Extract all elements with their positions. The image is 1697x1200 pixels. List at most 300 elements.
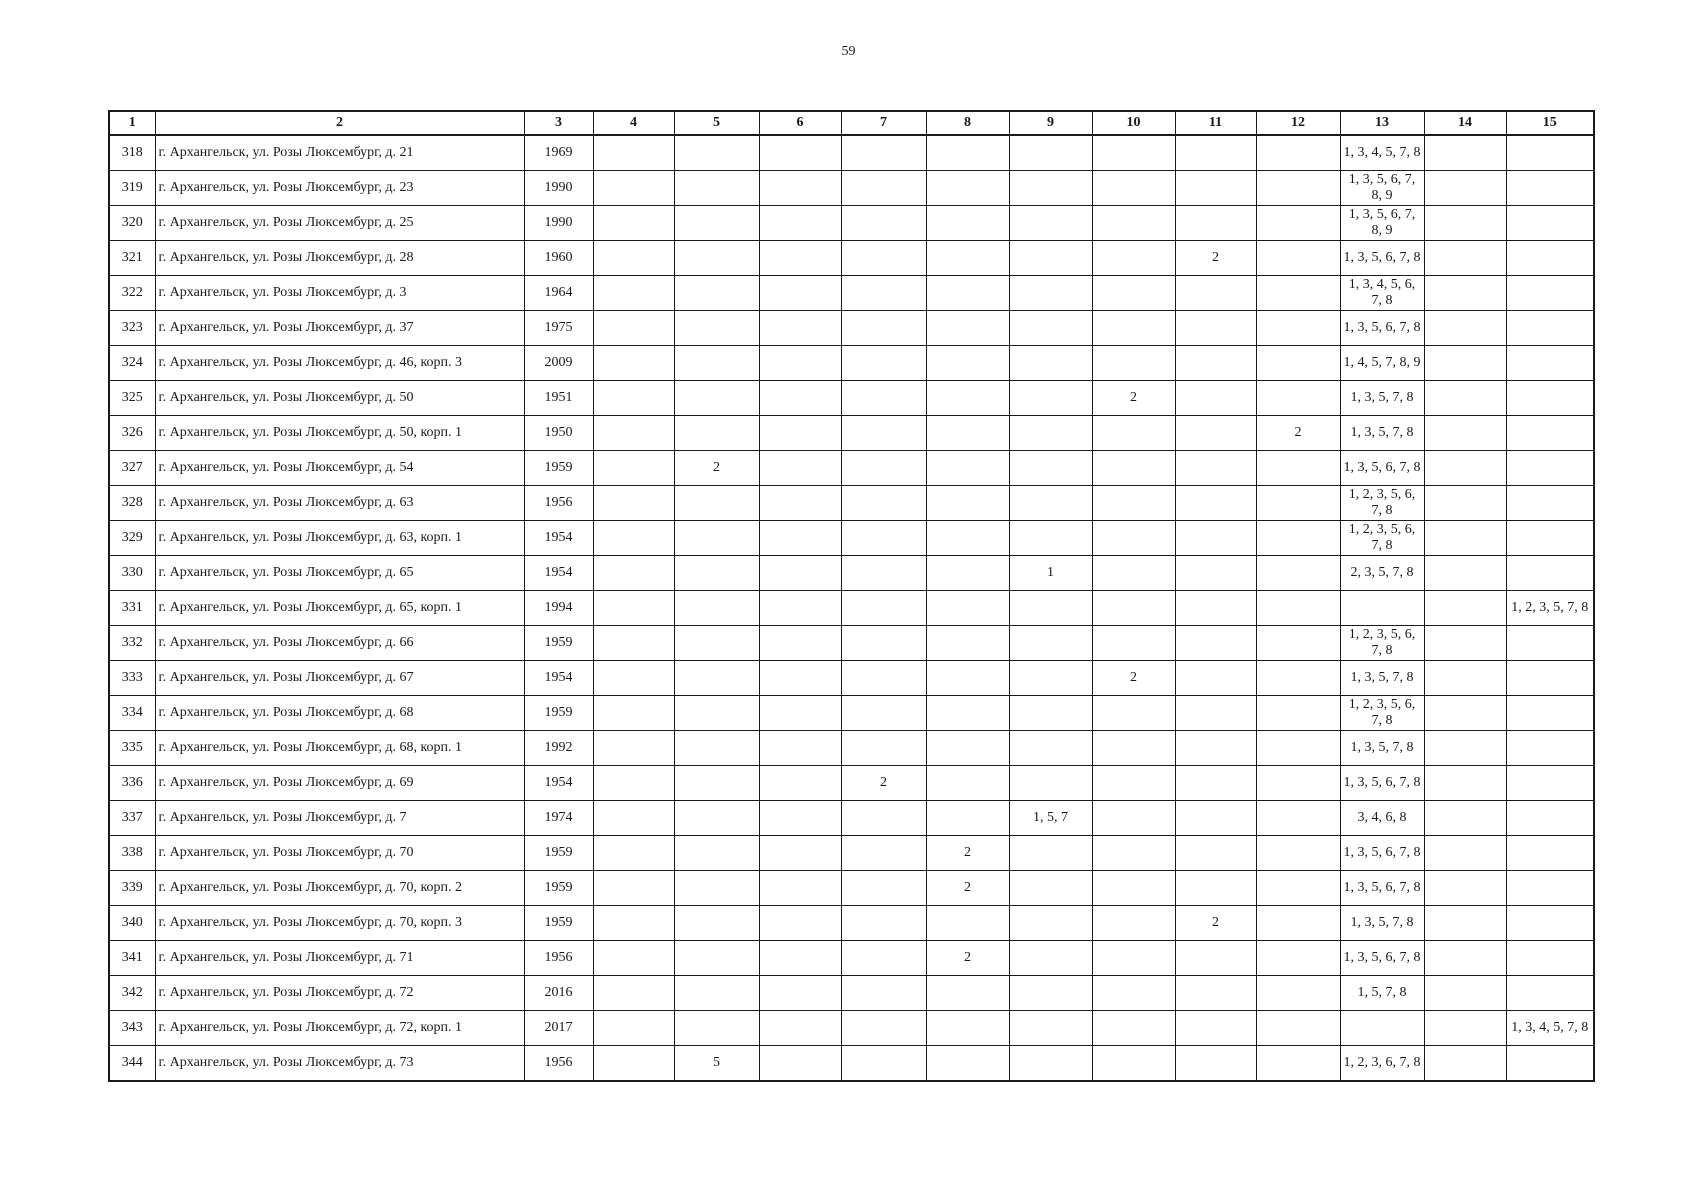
table-row bbox=[109, 801, 1594, 836]
column-13-cell: 1, 2, 3, 5, 6, 7, 8 bbox=[1340, 626, 1424, 661]
column-5-cell: 2 bbox=[674, 451, 759, 486]
column-10-cell bbox=[1092, 731, 1175, 766]
column-11-cell bbox=[1175, 1046, 1256, 1082]
column-7-cell bbox=[841, 626, 926, 661]
column-4-cell bbox=[593, 1046, 674, 1082]
column-12-cell bbox=[1256, 1011, 1340, 1046]
column-7-cell bbox=[841, 661, 926, 696]
column-11-cell bbox=[1175, 626, 1256, 661]
row-number-cell: 339 bbox=[109, 871, 155, 906]
column-11-cell bbox=[1175, 591, 1256, 626]
column-12-cell bbox=[1256, 766, 1340, 801]
column-6-cell bbox=[759, 941, 841, 976]
column-8-cell bbox=[926, 626, 1009, 661]
table-row bbox=[109, 976, 1594, 1011]
column-6-cell bbox=[759, 766, 841, 801]
column-6-cell bbox=[759, 135, 841, 171]
year-cell: 1956 bbox=[524, 486, 593, 521]
column-9-cell bbox=[1009, 976, 1092, 1011]
row-number-cell: 320 bbox=[109, 206, 155, 241]
column-15-cell bbox=[1506, 135, 1594, 171]
column-header-9: 9 bbox=[1009, 111, 1092, 135]
row-number-cell: 342 bbox=[109, 976, 155, 1011]
column-4-cell bbox=[593, 731, 674, 766]
column-9-cell bbox=[1009, 135, 1092, 171]
column-4-cell bbox=[593, 626, 674, 661]
year-cell: 1959 bbox=[524, 451, 593, 486]
column-5-cell bbox=[674, 171, 759, 206]
address-cell: г. Архангельск, ул. Розы Люксембург, д. 69 bbox=[155, 766, 524, 801]
address-cell: г. Архангельск, ул. Розы Люксембург, д. 65, корп. 1 bbox=[155, 591, 524, 626]
year-cell: 1959 bbox=[524, 696, 593, 731]
column-14-cell bbox=[1424, 626, 1506, 661]
row-number-cell: 322 bbox=[109, 276, 155, 311]
column-header-13: 13 bbox=[1340, 111, 1424, 135]
table-body bbox=[109, 135, 1594, 1081]
housing-table bbox=[108, 110, 1595, 1082]
column-10-cell bbox=[1092, 626, 1175, 661]
row-number-cell: 340 bbox=[109, 906, 155, 941]
table-row bbox=[109, 206, 1594, 241]
column-8-cell bbox=[926, 486, 1009, 521]
column-14-cell bbox=[1424, 941, 1506, 976]
column-8-cell bbox=[926, 1011, 1009, 1046]
column-15-cell bbox=[1506, 276, 1594, 311]
column-6-cell bbox=[759, 276, 841, 311]
column-6-cell bbox=[759, 241, 841, 276]
column-4-cell bbox=[593, 661, 674, 696]
column-7-cell bbox=[841, 416, 926, 451]
address-cell: г. Архангельск, ул. Розы Люксембург, д. 63 bbox=[155, 486, 524, 521]
column-7-cell bbox=[841, 976, 926, 1011]
table-row bbox=[109, 556, 1594, 591]
row-number-cell: 333 bbox=[109, 661, 155, 696]
column-13-cell: 1, 4, 5, 7, 8, 9 bbox=[1340, 346, 1424, 381]
column-6-cell bbox=[759, 451, 841, 486]
address-cell: г. Архангельск, ул. Розы Люксембург, д. 37 bbox=[155, 311, 524, 346]
column-13-cell: 2, 3, 5, 7, 8 bbox=[1340, 556, 1424, 591]
column-8-cell bbox=[926, 135, 1009, 171]
column-11-cell bbox=[1175, 556, 1256, 591]
column-15-cell bbox=[1506, 906, 1594, 941]
column-5-cell bbox=[674, 381, 759, 416]
column-12-cell bbox=[1256, 241, 1340, 276]
column-14-cell bbox=[1424, 416, 1506, 451]
row-number-cell: 335 bbox=[109, 731, 155, 766]
column-header-3: 3 bbox=[524, 111, 593, 135]
year-cell: 1954 bbox=[524, 521, 593, 556]
address-cell: г. Архангельск, ул. Розы Люксембург, д. 70, корп. 2 bbox=[155, 871, 524, 906]
column-7-cell bbox=[841, 906, 926, 941]
table-row bbox=[109, 906, 1594, 941]
column-7-cell bbox=[841, 556, 926, 591]
year-cell: 1956 bbox=[524, 941, 593, 976]
column-7-cell bbox=[841, 346, 926, 381]
column-5-cell bbox=[674, 871, 759, 906]
column-6-cell bbox=[759, 311, 841, 346]
column-13-cell bbox=[1340, 591, 1424, 626]
column-5-cell bbox=[674, 521, 759, 556]
address-cell: г. Архангельск, ул. Розы Люксембург, д. 68, корп. 1 bbox=[155, 731, 524, 766]
column-7-cell bbox=[841, 871, 926, 906]
column-11-cell bbox=[1175, 766, 1256, 801]
column-6-cell bbox=[759, 836, 841, 871]
column-6-cell bbox=[759, 871, 841, 906]
column-14-cell bbox=[1424, 311, 1506, 346]
column-9-cell bbox=[1009, 1011, 1092, 1046]
column-10-cell bbox=[1092, 416, 1175, 451]
column-5-cell bbox=[674, 591, 759, 626]
column-4-cell bbox=[593, 521, 674, 556]
column-15-cell bbox=[1506, 731, 1594, 766]
column-9-cell: 1, 5, 7 bbox=[1009, 801, 1092, 836]
table-row bbox=[109, 171, 1594, 206]
row-number-cell: 334 bbox=[109, 696, 155, 731]
address-cell: г. Архангельск, ул. Розы Люксембург, д. 50, корп. 1 bbox=[155, 416, 524, 451]
row-number-cell: 325 bbox=[109, 381, 155, 416]
column-13-cell: 1, 2, 3, 5, 6, 7, 8 bbox=[1340, 521, 1424, 556]
column-6-cell bbox=[759, 661, 841, 696]
column-14-cell bbox=[1424, 766, 1506, 801]
column-7-cell bbox=[841, 451, 926, 486]
column-4-cell bbox=[593, 276, 674, 311]
column-12-cell bbox=[1256, 135, 1340, 171]
address-cell: г. Архангельск, ул. Розы Люксембург, д. 70, корп. 3 bbox=[155, 906, 524, 941]
column-14-cell bbox=[1424, 731, 1506, 766]
column-15-cell bbox=[1506, 241, 1594, 276]
column-10-cell bbox=[1092, 836, 1175, 871]
column-12-cell: 2 bbox=[1256, 416, 1340, 451]
table-row bbox=[109, 1046, 1594, 1082]
column-5-cell bbox=[674, 906, 759, 941]
column-14-cell bbox=[1424, 486, 1506, 521]
column-6-cell bbox=[759, 906, 841, 941]
column-13-cell: 1, 3, 5, 7, 8 bbox=[1340, 416, 1424, 451]
column-13-cell: 1, 3, 5, 7, 8 bbox=[1340, 661, 1424, 696]
column-11-cell bbox=[1175, 976, 1256, 1011]
column-11-cell bbox=[1175, 311, 1256, 346]
column-9-cell bbox=[1009, 416, 1092, 451]
column-8-cell bbox=[926, 556, 1009, 591]
column-8-cell: 2 bbox=[926, 871, 1009, 906]
column-9-cell bbox=[1009, 206, 1092, 241]
column-11-cell bbox=[1175, 451, 1256, 486]
column-12-cell bbox=[1256, 906, 1340, 941]
column-9-cell bbox=[1009, 486, 1092, 521]
column-6-cell bbox=[759, 206, 841, 241]
column-8-cell bbox=[926, 801, 1009, 836]
column-7-cell bbox=[841, 486, 926, 521]
column-8-cell bbox=[926, 241, 1009, 276]
table-row bbox=[109, 241, 1594, 276]
row-number-cell: 336 bbox=[109, 766, 155, 801]
column-10-cell bbox=[1092, 591, 1175, 626]
column-11-cell bbox=[1175, 871, 1256, 906]
column-9-cell bbox=[1009, 171, 1092, 206]
column-13-cell: 1, 3, 4, 5, 6, 7, 8 bbox=[1340, 276, 1424, 311]
column-10-cell bbox=[1092, 556, 1175, 591]
column-11-cell bbox=[1175, 836, 1256, 871]
column-9-cell bbox=[1009, 871, 1092, 906]
column-13-cell: 1, 2, 3, 5, 6, 7, 8 bbox=[1340, 486, 1424, 521]
column-15-cell bbox=[1506, 416, 1594, 451]
column-12-cell bbox=[1256, 696, 1340, 731]
column-10-cell: 2 bbox=[1092, 661, 1175, 696]
column-9-cell bbox=[1009, 731, 1092, 766]
column-15-cell bbox=[1506, 766, 1594, 801]
column-5-cell bbox=[674, 836, 759, 871]
column-5-cell: 5 bbox=[674, 1046, 759, 1082]
column-header-7: 7 bbox=[841, 111, 926, 135]
column-7-cell bbox=[841, 276, 926, 311]
table-row bbox=[109, 276, 1594, 311]
table-row bbox=[109, 696, 1594, 731]
column-14-cell bbox=[1424, 801, 1506, 836]
year-cell: 2016 bbox=[524, 976, 593, 1011]
column-6-cell bbox=[759, 731, 841, 766]
column-13-cell: 1, 3, 5, 6, 7, 8 bbox=[1340, 241, 1424, 276]
column-10-cell bbox=[1092, 276, 1175, 311]
column-15-cell bbox=[1506, 381, 1594, 416]
column-8-cell: 2 bbox=[926, 836, 1009, 871]
column-11-cell bbox=[1175, 381, 1256, 416]
year-cell: 1974 bbox=[524, 801, 593, 836]
row-number-cell: 341 bbox=[109, 941, 155, 976]
column-7-cell bbox=[841, 311, 926, 346]
column-8-cell bbox=[926, 346, 1009, 381]
address-cell: г. Архангельск, ул. Розы Люксембург, д. 21 bbox=[155, 135, 524, 171]
column-7-cell bbox=[841, 171, 926, 206]
row-number-cell: 329 bbox=[109, 521, 155, 556]
table-row bbox=[109, 521, 1594, 556]
column-7-cell bbox=[841, 1046, 926, 1082]
column-15-cell bbox=[1506, 696, 1594, 731]
column-5-cell bbox=[674, 626, 759, 661]
address-cell: г. Архангельск, ул. Розы Люксембург, д. 7 bbox=[155, 801, 524, 836]
column-10-cell bbox=[1092, 521, 1175, 556]
column-14-cell bbox=[1424, 906, 1506, 941]
column-12-cell bbox=[1256, 941, 1340, 976]
table-row bbox=[109, 766, 1594, 801]
column-4-cell bbox=[593, 486, 674, 521]
address-cell: г. Архангельск, ул. Розы Люксембург, д. 63, корп. 1 bbox=[155, 521, 524, 556]
column-5-cell bbox=[674, 556, 759, 591]
column-11-cell bbox=[1175, 1011, 1256, 1046]
column-7-cell: 2 bbox=[841, 766, 926, 801]
column-13-cell bbox=[1340, 1011, 1424, 1046]
table-row bbox=[109, 486, 1594, 521]
column-header-12: 12 bbox=[1256, 111, 1340, 135]
row-number-cell: 343 bbox=[109, 1011, 155, 1046]
column-4-cell bbox=[593, 906, 674, 941]
address-cell: г. Архангельск, ул. Розы Люксембург, д. 46, корп. 3 bbox=[155, 346, 524, 381]
column-8-cell bbox=[926, 591, 1009, 626]
column-15-cell bbox=[1506, 801, 1594, 836]
column-15-cell bbox=[1506, 661, 1594, 696]
column-7-cell bbox=[841, 206, 926, 241]
column-6-cell bbox=[759, 626, 841, 661]
column-12-cell bbox=[1256, 451, 1340, 486]
column-13-cell: 1, 2, 3, 6, 7, 8 bbox=[1340, 1046, 1424, 1082]
address-cell: г. Архангельск, ул. Розы Люксембург, д. 25 bbox=[155, 206, 524, 241]
column-11-cell bbox=[1175, 521, 1256, 556]
column-8-cell bbox=[926, 416, 1009, 451]
table-row bbox=[109, 661, 1594, 696]
address-cell: г. Архангельск, ул. Розы Люксембург, д. 72 bbox=[155, 976, 524, 1011]
column-10-cell bbox=[1092, 801, 1175, 836]
column-10-cell bbox=[1092, 1046, 1175, 1082]
year-cell: 1959 bbox=[524, 836, 593, 871]
column-12-cell bbox=[1256, 276, 1340, 311]
column-10-cell bbox=[1092, 906, 1175, 941]
address-cell: г. Архангельск, ул. Розы Люксембург, д. 73 bbox=[155, 1046, 524, 1082]
column-header-5: 5 bbox=[674, 111, 759, 135]
column-14-cell bbox=[1424, 1011, 1506, 1046]
column-5-cell bbox=[674, 1011, 759, 1046]
column-13-cell: 1, 5, 7, 8 bbox=[1340, 976, 1424, 1011]
year-cell: 1954 bbox=[524, 766, 593, 801]
column-12-cell bbox=[1256, 171, 1340, 206]
column-14-cell bbox=[1424, 171, 1506, 206]
column-14-cell bbox=[1424, 976, 1506, 1011]
column-9-cell bbox=[1009, 311, 1092, 346]
column-4-cell bbox=[593, 311, 674, 346]
column-12-cell bbox=[1256, 486, 1340, 521]
column-10-cell: 2 bbox=[1092, 381, 1175, 416]
column-10-cell bbox=[1092, 206, 1175, 241]
row-number-cell: 319 bbox=[109, 171, 155, 206]
column-11-cell bbox=[1175, 696, 1256, 731]
column-6-cell bbox=[759, 801, 841, 836]
column-9-cell bbox=[1009, 626, 1092, 661]
year-cell: 1960 bbox=[524, 241, 593, 276]
column-15-cell bbox=[1506, 871, 1594, 906]
column-9-cell bbox=[1009, 346, 1092, 381]
column-9-cell bbox=[1009, 276, 1092, 311]
address-cell: г. Архангельск, ул. Розы Люксембург, д. 65 bbox=[155, 556, 524, 591]
table-row bbox=[109, 731, 1594, 766]
column-4-cell bbox=[593, 976, 674, 1011]
row-number-cell: 327 bbox=[109, 451, 155, 486]
column-13-cell: 1, 3, 5, 6, 7, 8 bbox=[1340, 941, 1424, 976]
row-number-cell: 338 bbox=[109, 836, 155, 871]
column-7-cell bbox=[841, 381, 926, 416]
column-14-cell bbox=[1424, 661, 1506, 696]
column-9-cell bbox=[1009, 766, 1092, 801]
address-cell: г. Архангельск, ул. Розы Люксембург, д. 3 bbox=[155, 276, 524, 311]
column-13-cell: 1, 3, 5, 7, 8 bbox=[1340, 381, 1424, 416]
page-number: 59 bbox=[841, 44, 856, 59]
row-number-cell: 324 bbox=[109, 346, 155, 381]
table-row bbox=[109, 451, 1594, 486]
column-header-10: 10 bbox=[1092, 111, 1175, 135]
address-cell: г. Архангельск, ул. Розы Люксембург, д. 28 bbox=[155, 241, 524, 276]
column-13-cell: 1, 3, 5, 7, 8 bbox=[1340, 906, 1424, 941]
table-row bbox=[109, 311, 1594, 346]
table-row bbox=[109, 1011, 1594, 1046]
column-15-cell bbox=[1506, 941, 1594, 976]
column-8-cell bbox=[926, 206, 1009, 241]
column-4-cell bbox=[593, 591, 674, 626]
column-12-cell bbox=[1256, 731, 1340, 766]
column-12-cell bbox=[1256, 521, 1340, 556]
column-9-cell bbox=[1009, 591, 1092, 626]
column-9-cell bbox=[1009, 696, 1092, 731]
column-4-cell bbox=[593, 381, 674, 416]
row-number-cell: 318 bbox=[109, 135, 155, 171]
year-cell: 1964 bbox=[524, 276, 593, 311]
column-15-cell bbox=[1506, 1046, 1594, 1082]
address-cell: г. Архангельск, ул. Розы Люксембург, д. 23 bbox=[155, 171, 524, 206]
year-cell: 1969 bbox=[524, 135, 593, 171]
year-cell: 1950 bbox=[524, 416, 593, 451]
column-5-cell bbox=[674, 696, 759, 731]
column-11-cell bbox=[1175, 661, 1256, 696]
address-cell: г. Архангельск, ул. Розы Люксембург, д. 50 bbox=[155, 381, 524, 416]
column-4-cell bbox=[593, 241, 674, 276]
column-10-cell bbox=[1092, 976, 1175, 1011]
column-11-cell bbox=[1175, 135, 1256, 171]
column-14-cell bbox=[1424, 871, 1506, 906]
column-13-cell: 3, 4, 6, 8 bbox=[1340, 801, 1424, 836]
column-11-cell: 2 bbox=[1175, 906, 1256, 941]
year-cell: 1959 bbox=[524, 906, 593, 941]
column-10-cell bbox=[1092, 941, 1175, 976]
column-15-cell: 1, 2, 3, 5, 7, 8 bbox=[1506, 591, 1594, 626]
column-5-cell bbox=[674, 976, 759, 1011]
column-14-cell bbox=[1424, 241, 1506, 276]
column-9-cell bbox=[1009, 661, 1092, 696]
column-11-cell bbox=[1175, 486, 1256, 521]
column-6-cell bbox=[759, 521, 841, 556]
row-number-cell: 326 bbox=[109, 416, 155, 451]
column-13-cell: 1, 3, 5, 6, 7, 8, 9 bbox=[1340, 206, 1424, 241]
column-8-cell bbox=[926, 731, 1009, 766]
column-13-cell: 1, 3, 5, 6, 7, 8 bbox=[1340, 451, 1424, 486]
column-11-cell bbox=[1175, 206, 1256, 241]
address-cell: г. Архангельск, ул. Розы Люксембург, д. 67 bbox=[155, 661, 524, 696]
column-14-cell bbox=[1424, 556, 1506, 591]
column-7-cell bbox=[841, 591, 926, 626]
column-8-cell bbox=[926, 171, 1009, 206]
column-7-cell bbox=[841, 241, 926, 276]
column-9-cell bbox=[1009, 451, 1092, 486]
column-12-cell bbox=[1256, 976, 1340, 1011]
column-8-cell bbox=[926, 766, 1009, 801]
year-cell: 1956 bbox=[524, 1046, 593, 1082]
column-5-cell bbox=[674, 311, 759, 346]
column-4-cell bbox=[593, 871, 674, 906]
column-8-cell bbox=[926, 451, 1009, 486]
column-12-cell bbox=[1256, 626, 1340, 661]
table-row bbox=[109, 591, 1594, 626]
column-8-cell bbox=[926, 381, 1009, 416]
address-cell: г. Архангельск, ул. Розы Люксембург, д. 72, корп. 1 bbox=[155, 1011, 524, 1046]
column-9-cell bbox=[1009, 241, 1092, 276]
column-4-cell bbox=[593, 451, 674, 486]
column-6-cell bbox=[759, 591, 841, 626]
column-8-cell bbox=[926, 521, 1009, 556]
address-cell: г. Архангельск, ул. Розы Люксембург, д. 70 bbox=[155, 836, 524, 871]
column-10-cell bbox=[1092, 696, 1175, 731]
column-15-cell bbox=[1506, 976, 1594, 1011]
year-cell: 1954 bbox=[524, 556, 593, 591]
column-15-cell bbox=[1506, 206, 1594, 241]
year-cell: 1959 bbox=[524, 871, 593, 906]
column-4-cell bbox=[593, 416, 674, 451]
column-9-cell bbox=[1009, 381, 1092, 416]
column-12-cell bbox=[1256, 661, 1340, 696]
